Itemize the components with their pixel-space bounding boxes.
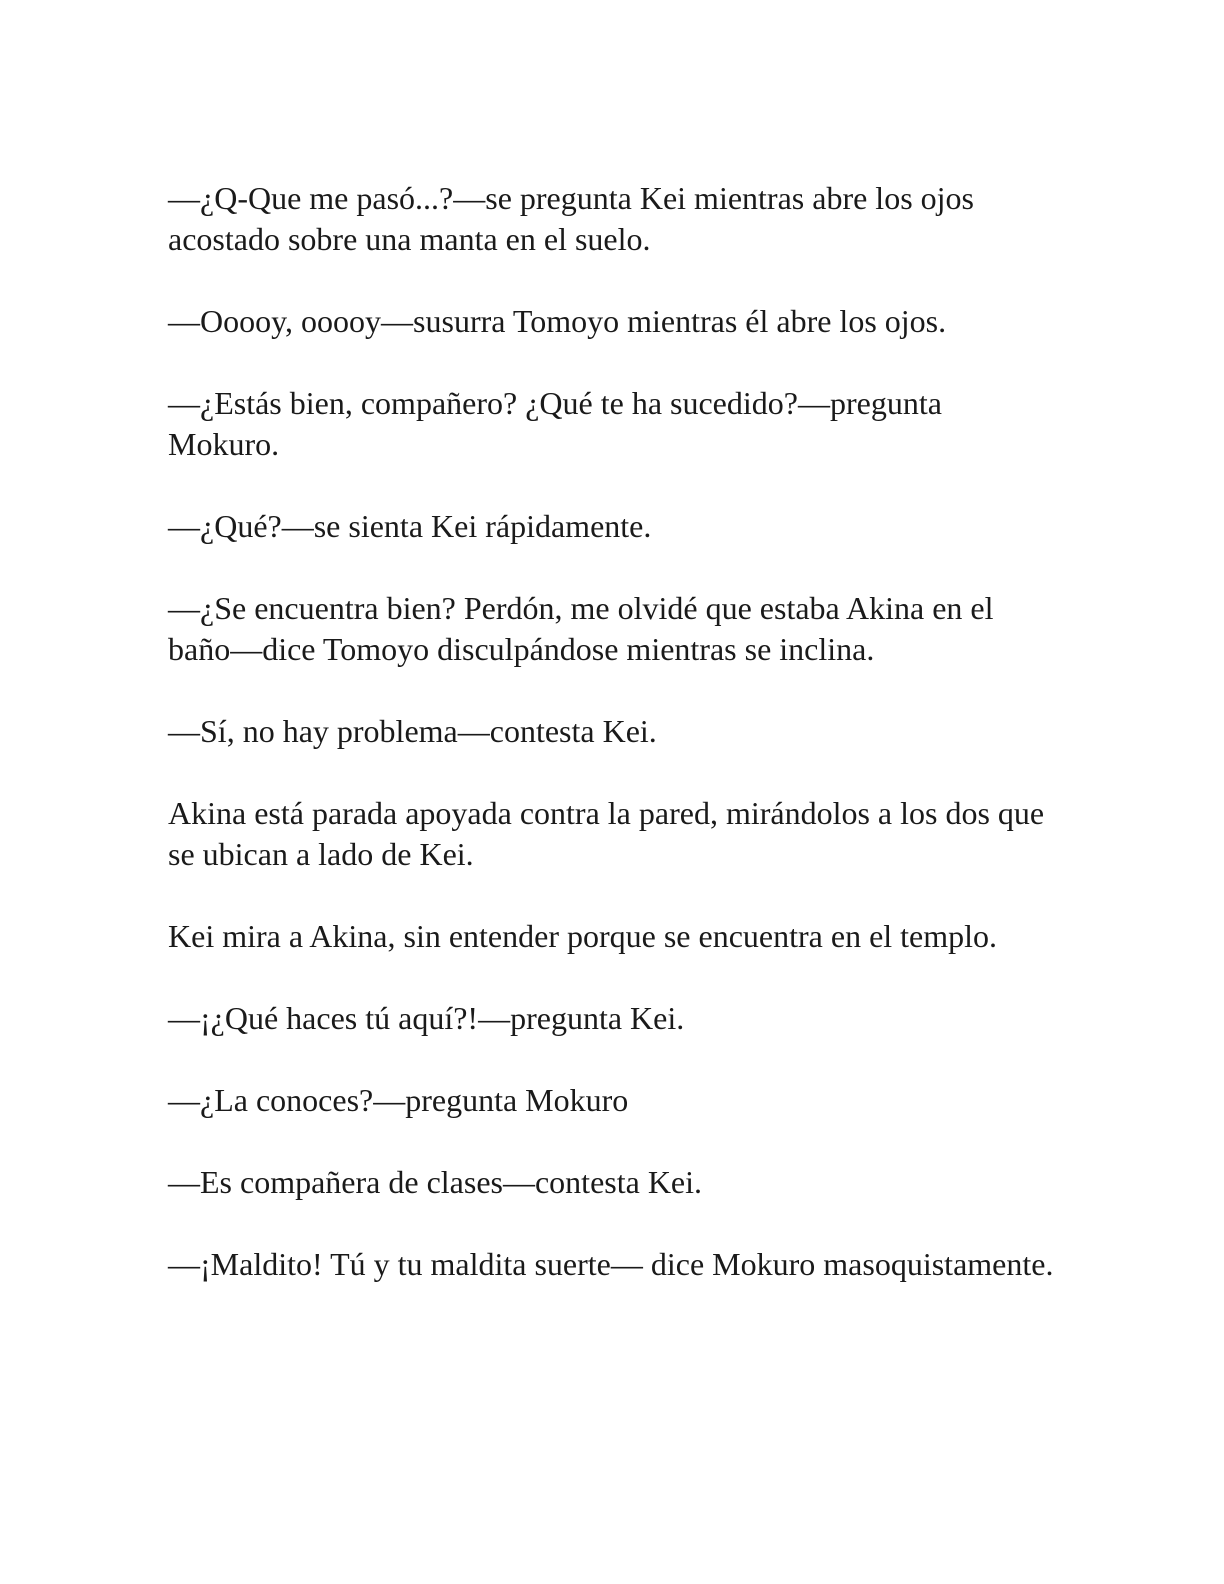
paragraph: —¿Qué?—se sienta Kei rápidamente.: [168, 508, 652, 544]
paragraph: Akina está parada apoyada contra la pared, mirándolos a los dos que se ubican a lado de Kei.: [168, 795, 1045, 872]
paragraph: —¿Estás bien, compañero? ¿Qué te ha sucedido?—pregunta Mokuro.: [168, 385, 942, 462]
body-text: [168, 178, 1058, 1285]
paragraph: —¿La conoces?—pregunta Mokuro: [168, 1082, 629, 1118]
paragraph: —Sí, no hay problema—contesta Kei.: [168, 713, 657, 749]
paragraph: —¡Maldito! Tú y tu maldita suerte— dice Mokuro masoquistamente.: [168, 1246, 1054, 1282]
paragraph: —¡¿Qué haces tú aquí?!—pregunta Kei.: [168, 1000, 685, 1036]
paragraph: Kei mira a Akina, sin entender porque se encuentra en el templo.: [168, 918, 998, 954]
paragraph: —Es compañera de clases—contesta Kei.: [168, 1164, 703, 1200]
paragraph: —¿Se encuentra bien? Perdón, me olvidé que estaba Akina en el baño—dice Tomoyo disculpándose mientras se inclina.: [168, 590, 994, 667]
paragraph: —Ooooy, ooooy—susurra Tomoyo mientras él abre los ojos.: [168, 303, 947, 339]
paragraph: —¿Q-Que me pasó...?—se pregunta Kei mientras abre los ojos acostado sobre una manta en el suelo.: [168, 180, 974, 257]
